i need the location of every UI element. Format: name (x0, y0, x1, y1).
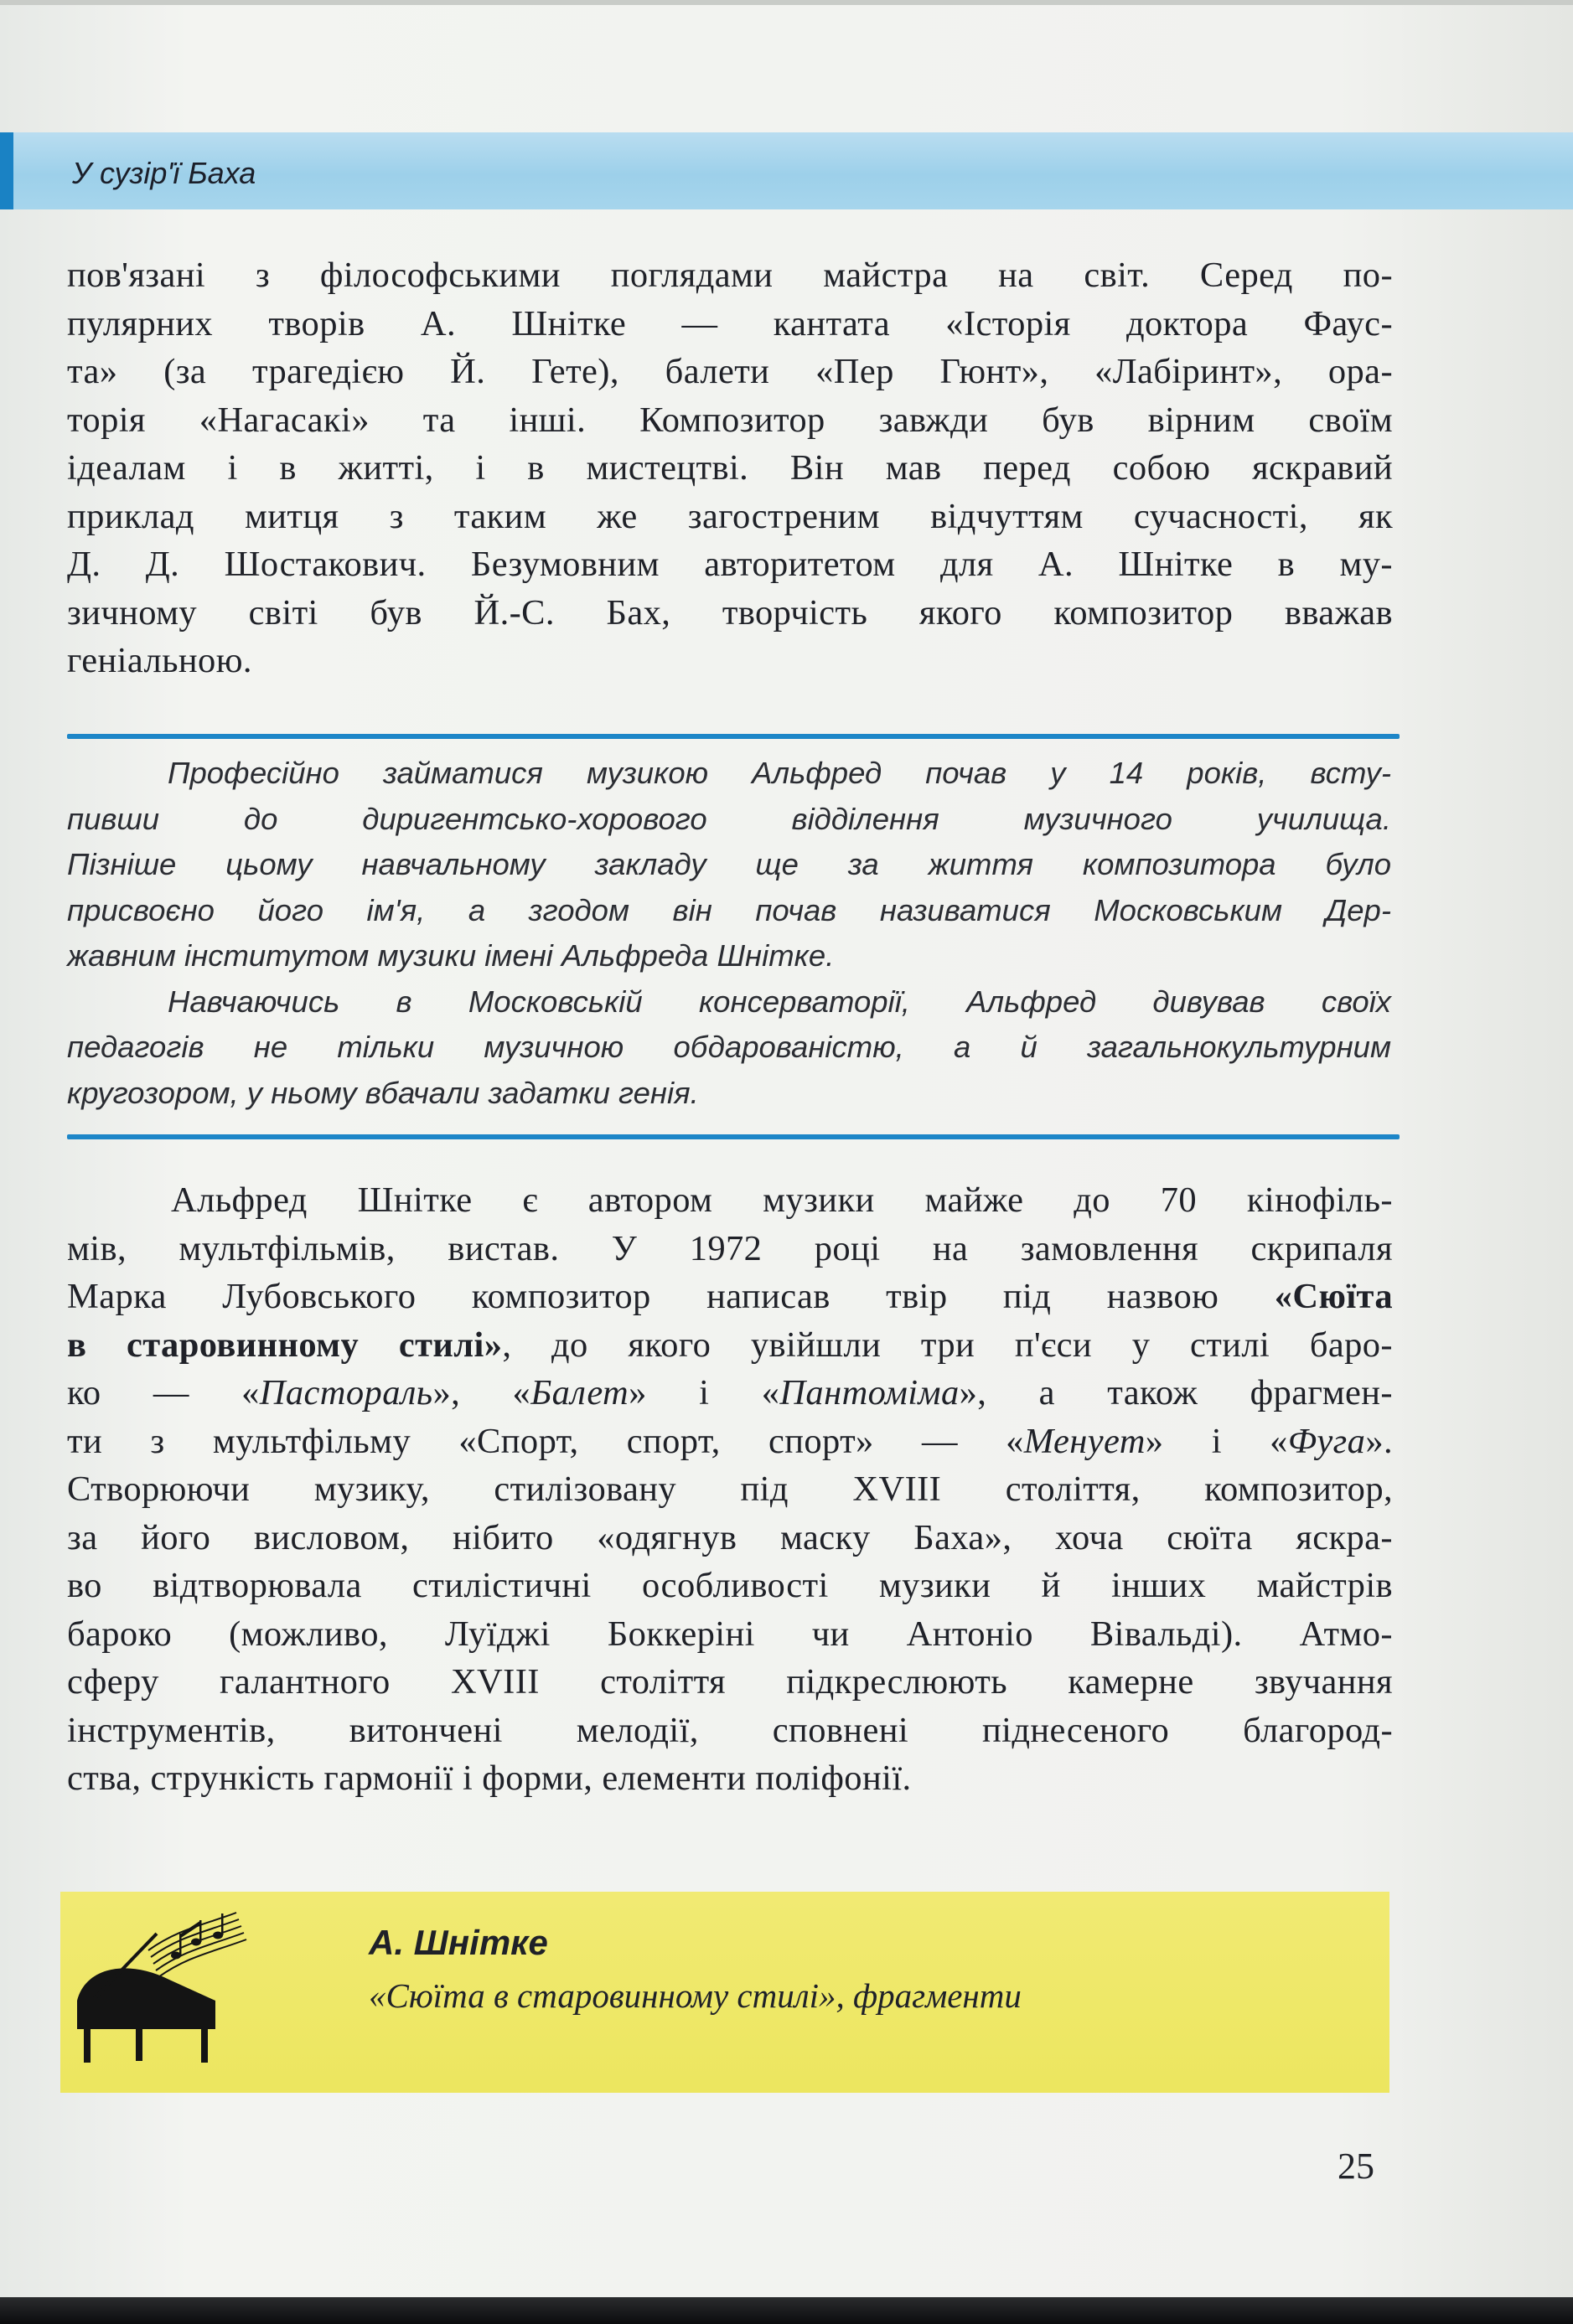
work-title-bold: в старовинному стилі» (67, 1325, 503, 1365)
fact-line: присвоєно його ім'я, а згодом він почав називатися Московським Дер- (67, 892, 1391, 927)
section-title: У сузір'ї Баха (72, 156, 256, 190)
text-line: за його висловом, нібито «одягнув маску Баха», хоча сюїта яскра- (67, 1517, 1393, 1557)
text-line: Створюючи музику, стилізовану під XVIII століття, композитор, (67, 1469, 1393, 1509)
fact-line (67, 751, 1391, 797)
piece-title: Пантоміма (779, 1373, 960, 1412)
fact-line: пивши до диригентсько-хорового відділення музичного училища. (67, 801, 1391, 836)
text-run: » і « (629, 1373, 780, 1412)
fact-box (67, 751, 1391, 1116)
text-line: мів, мультфільмів, вистав. У 1972 році на замовлення скрипаля (67, 1228, 1393, 1268)
text-run: », « (432, 1373, 531, 1412)
intro-paragraph (67, 251, 1393, 685)
fact-line: Пізніше цьому навчальному закладу ще за життя композитора було (67, 847, 1391, 881)
page-number: 25 (1338, 2146, 1374, 2187)
text-run: Марка Лубовського композитор написав твір під назвою (67, 1277, 1275, 1316)
text-run: » і « (1145, 1421, 1288, 1461)
piece-title: Балет (530, 1373, 629, 1412)
text-line: та» (за трагедією Й. Гете), балети «Пер Гюнт», «Лабіринт», ора- (67, 352, 1393, 391)
piano-music-icon (69, 1900, 253, 2068)
text-line: геніальною. (67, 641, 252, 680)
text-run: ти з мультфільму «Спорт, спорт, спорт» — « (67, 1421, 1024, 1461)
page-top-edge (0, 0, 1573, 5)
text-run: ко — « (67, 1373, 260, 1412)
text-line: во відтворювала стилістичні особливості музики й інших майстрів (67, 1566, 1393, 1605)
text-line: інструментів, витончені мелодії, сповнені піднесеного благород- (67, 1710, 1393, 1750)
text-line (67, 1418, 1393, 1466)
text-line: зичному світі був Й.-С. Бах, творчість якого композитор вважав (67, 592, 1393, 633)
fact-line: кругозором, у ньому вбачали задатки генія. (67, 1075, 699, 1110)
text-line: ства, стрункість гармонії і форми, елементи поліфонії. (67, 1758, 912, 1798)
text-run: ». (1365, 1421, 1393, 1461)
text-run: », а також фрагмен- (959, 1373, 1393, 1412)
fact-line: жавним інститутом музики імені Альфреда Шнітке. (67, 938, 835, 973)
text-line (67, 1321, 1393, 1370)
text-run: , до якого увійшли три п'єси у стилі баро- (502, 1325, 1393, 1365)
text-line (67, 1273, 1393, 1321)
work-title-bold: «Сюїта (1274, 1277, 1393, 1316)
piece-title: Фуга (1287, 1421, 1366, 1461)
page-bottom-edge (0, 2297, 1573, 2324)
fact-box-top-rule (67, 734, 1400, 739)
fact-text: Професійно займатися музикою Альфред почав у 14 років, всту- (168, 756, 1391, 790)
text-line (67, 1369, 1393, 1418)
text-line (67, 1176, 1393, 1225)
fact-box-bottom-rule (67, 1134, 1400, 1139)
listening-composer: А. Шнітке (369, 1923, 548, 1962)
text-line: приклад митця з таким же загостреним відчуттям сучасності, як (67, 496, 1393, 536)
main-paragraph (67, 1176, 1393, 1803)
text-line: Д. Д. Шостакович. Безумовним авторитетом для А. Шнітке в му- (67, 545, 1393, 584)
piece-title: Пастораль (259, 1373, 433, 1412)
text-line: пулярних творів А. Шнітке — кантата «Історія доктора Фаус- (67, 303, 1393, 343)
text-line: торія «Нагасакі» та інші. Композитор завжди був вірним своїм (67, 400, 1393, 440)
listening-work-title: «Сюїта в старовинному стилі», фрагменти (369, 1976, 1022, 2015)
text-line: ідеалам і в житті, і в мистецтві. Він мав перед собою яскравий (67, 448, 1393, 488)
fact-text: Навчаючись в Московській консерваторії, Альфред дивував своїх (168, 984, 1391, 1019)
piece-title: Менует (1023, 1421, 1146, 1461)
section-header-marker (0, 132, 13, 209)
fact-line: педагогів не тільки музичною обдарованістю, а й загальнокультурним (67, 1030, 1391, 1064)
text-line: пов'язані з філософськими поглядами майстра на світ. Серед по- (67, 256, 1393, 295)
fact-line (67, 979, 1391, 1025)
text-run: Альфред Шнітке є автором музики майже до 70 кінофіль- (171, 1180, 1393, 1220)
text-line: сферу галантного XVIII століття підкреслюють камерне звучання (67, 1662, 1393, 1702)
text-line: бароко (можливо, Луїджі Боккеріні чи Антоніо Вівальді). Атмо- (67, 1614, 1393, 1654)
